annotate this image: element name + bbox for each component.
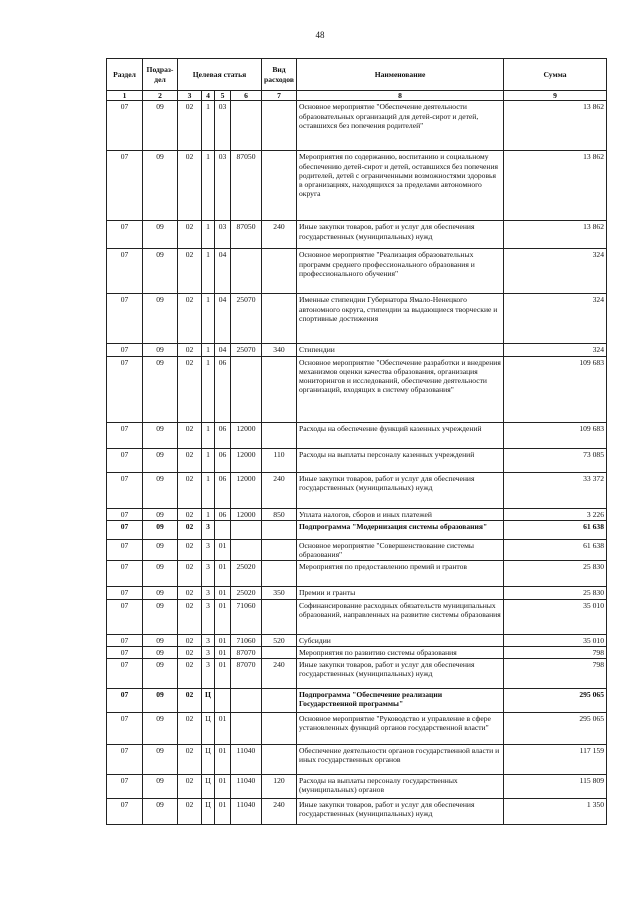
podrazdel-cell: 09 [143, 249, 178, 294]
direction-code-cell: 87050 [231, 151, 262, 221]
direction-code-cell: 12000 [231, 448, 262, 472]
event-code-cell: 06 [215, 508, 231, 520]
razdel-cell: 07 [107, 634, 143, 646]
program-code-cell: 02 [178, 713, 202, 745]
podrazdel-cell: 09 [143, 520, 178, 539]
direction-code-cell: 25070 [231, 344, 262, 356]
table-row [107, 561, 607, 587]
direction-code-cell: 25020 [231, 587, 262, 599]
podrazdel-cell: 09 [143, 561, 178, 587]
table-row [107, 249, 607, 294]
table-body [107, 101, 607, 825]
razdel-cell: 07 [107, 775, 143, 799]
razdel-cell: 07 [107, 539, 143, 561]
podrazdel-cell: 09 [143, 713, 178, 745]
expense-type-cell: 240 [262, 472, 297, 508]
program-code-cell: 02 [178, 508, 202, 520]
item-name-cell: Иные закупки товаров, работ и услуг для обеспечения государственных (муниципальных) нужд [297, 659, 504, 689]
column-number: 5 [215, 91, 231, 101]
item-name-cell: Подпрограмма "Модернизация системы образования" [297, 520, 504, 539]
program-code-cell: 02 [178, 561, 202, 587]
amount-cell: 798 [504, 659, 607, 689]
podrazdel-cell: 09 [143, 689, 178, 713]
direction-code-cell [231, 713, 262, 745]
program-code-cell: 02 [178, 249, 202, 294]
event-code-cell [215, 689, 231, 713]
subprogram-code-cell: Ц [202, 799, 215, 825]
program-code-cell: 02 [178, 599, 202, 634]
event-code-cell: 01 [215, 599, 231, 634]
page-number: 48 [315, 30, 325, 40]
event-code-cell: 03 [215, 221, 231, 249]
expense-type-cell [262, 539, 297, 561]
direction-code-cell [231, 101, 262, 151]
podrazdel-cell: 09 [143, 344, 178, 356]
amount-cell: 109 683 [504, 422, 607, 448]
razdel-cell: 07 [107, 294, 143, 344]
direction-code-cell: 11040 [231, 745, 262, 775]
table-row [107, 151, 607, 221]
direction-code-cell: 12000 [231, 472, 262, 508]
program-code-cell: 02 [178, 356, 202, 422]
direction-code-cell [231, 689, 262, 713]
direction-code-cell: 71060 [231, 634, 262, 646]
header-razdel: Раздел [107, 59, 143, 91]
razdel-cell: 07 [107, 561, 143, 587]
table-row [107, 221, 607, 249]
expense-type-cell [262, 101, 297, 151]
razdel-cell: 07 [107, 745, 143, 775]
program-code-cell: 02 [178, 587, 202, 599]
event-code-cell: 04 [215, 344, 231, 356]
table-header-row [107, 59, 607, 91]
event-code-cell [215, 520, 231, 539]
amount-cell: 1 350 [504, 799, 607, 825]
subprogram-code-cell: 3 [202, 587, 215, 599]
item-name-cell: Мероприятия по предоставлению премий и грантов [297, 561, 504, 587]
direction-code-cell [231, 356, 262, 422]
program-code-cell: 02 [178, 659, 202, 689]
program-code-cell: 02 [178, 775, 202, 799]
item-name-cell: Основное мероприятие "Обеспечение деятельности образовательных организаций для детей-сирот и детей, оставшихся без попечения родителей" [297, 101, 504, 151]
direction-code-cell: 11040 [231, 775, 262, 799]
program-code-cell: 02 [178, 520, 202, 539]
podrazdel-cell: 09 [143, 539, 178, 561]
direction-code-cell: 87070 [231, 659, 262, 689]
expense-type-cell [262, 294, 297, 344]
expense-type-cell [262, 646, 297, 658]
table-row [107, 587, 607, 599]
razdel-cell: 07 [107, 799, 143, 825]
expense-type-cell [262, 356, 297, 422]
subprogram-code-cell: 1 [202, 472, 215, 508]
amount-cell: 798 [504, 646, 607, 658]
item-name-cell: Расходы на выплаты персоналу государственных (муниципальных) органов [297, 775, 504, 799]
event-code-cell: 06 [215, 472, 231, 508]
expense-type-cell: 520 [262, 634, 297, 646]
column-number: 6 [231, 91, 262, 101]
table-row [107, 689, 607, 713]
program-code-cell: 02 [178, 422, 202, 448]
event-code-cell: 01 [215, 799, 231, 825]
table-row [107, 344, 607, 356]
item-name-cell: Расходы на выплаты персоналу казенных учреждений [297, 448, 504, 472]
table-row [107, 646, 607, 658]
program-code-cell: 02 [178, 646, 202, 658]
event-code-cell: 06 [215, 422, 231, 448]
podrazdel-cell: 09 [143, 221, 178, 249]
column-number-row [107, 91, 607, 101]
event-code-cell: 06 [215, 448, 231, 472]
expense-type-cell: 240 [262, 221, 297, 249]
event-code-cell: 06 [215, 356, 231, 422]
event-code-cell: 01 [215, 775, 231, 799]
amount-cell: 61 638 [504, 520, 607, 539]
item-name-cell: Основное мероприятие "Совершенствование системы образования" [297, 539, 504, 561]
razdel-cell: 07 [107, 659, 143, 689]
amount-cell: 13 862 [504, 101, 607, 151]
item-name-cell: Основное мероприятие "Реализация образовательных программ среднего профессионального образования и профессионального обучения" [297, 249, 504, 294]
subprogram-code-cell: Ц [202, 745, 215, 775]
amount-cell: 324 [504, 294, 607, 344]
item-name-cell: Расходы на обеспечение функций казенных учреждений [297, 422, 504, 448]
subprogram-code-cell: 1 [202, 508, 215, 520]
event-code-cell: 01 [215, 587, 231, 599]
podrazdel-cell: 09 [143, 472, 178, 508]
amount-cell: 35 010 [504, 634, 607, 646]
subprogram-code-cell: 1 [202, 356, 215, 422]
amount-cell: 3 226 [504, 508, 607, 520]
direction-code-cell: 71060 [231, 599, 262, 634]
podrazdel-cell: 09 [143, 356, 178, 422]
table-row [107, 713, 607, 745]
subprogram-code-cell: 3 [202, 646, 215, 658]
razdel-cell: 07 [107, 520, 143, 539]
header-tselevaya: Целевая статья [178, 59, 262, 91]
subprogram-code-cell: Ц [202, 775, 215, 799]
amount-cell: 13 862 [504, 151, 607, 221]
item-name-cell: Уплата налогов, сборов и иных платежей [297, 508, 504, 520]
event-code-cell: 01 [215, 539, 231, 561]
subprogram-code-cell: 3 [202, 520, 215, 539]
table-row [107, 294, 607, 344]
razdel-cell: 07 [107, 587, 143, 599]
expense-type-cell [262, 520, 297, 539]
header-name: Наименование [297, 59, 504, 91]
subprogram-code-cell: Ц [202, 689, 215, 713]
table-row [107, 745, 607, 775]
program-code-cell: 02 [178, 689, 202, 713]
program-code-cell: 02 [178, 294, 202, 344]
program-code-cell: 02 [178, 101, 202, 151]
table-row [107, 448, 607, 472]
table-row [107, 101, 607, 151]
program-code-cell: 02 [178, 745, 202, 775]
expense-type-cell: 340 [262, 344, 297, 356]
program-code-cell: 02 [178, 472, 202, 508]
podrazdel-cell: 09 [143, 775, 178, 799]
subprogram-code-cell: 1 [202, 101, 215, 151]
podrazdel-cell: 09 [143, 151, 178, 221]
razdel-cell: 07 [107, 472, 143, 508]
table-row [107, 472, 607, 508]
item-name-cell: Субсидии [297, 634, 504, 646]
program-code-cell: 02 [178, 344, 202, 356]
podrazdel-cell: 09 [143, 508, 178, 520]
amount-cell: 324 [504, 249, 607, 294]
table-row [107, 634, 607, 646]
podrazdel-cell: 09 [143, 422, 178, 448]
direction-code-cell: 87070 [231, 646, 262, 658]
direction-code-cell: 87050 [231, 221, 262, 249]
direction-code-cell: 12000 [231, 508, 262, 520]
table-row [107, 508, 607, 520]
expense-type-cell: 240 [262, 659, 297, 689]
podrazdel-cell: 09 [143, 659, 178, 689]
amount-cell: 25 830 [504, 587, 607, 599]
item-name-cell: Иные закупки товаров, работ и услуг для обеспечения государственных (муниципальных) нужд [297, 221, 504, 249]
item-name-cell: Именные стипендии Губернатора Ямало-Ненецкого автономного округа, стипендии за выдающиеся творческие и спортивные достижения [297, 294, 504, 344]
amount-cell: 109 683 [504, 356, 607, 422]
table-row [107, 599, 607, 634]
program-code-cell: 02 [178, 539, 202, 561]
subprogram-code-cell: Ц [202, 713, 215, 745]
header-vid: Вид расходов [262, 59, 297, 91]
program-code-cell: 02 [178, 448, 202, 472]
razdel-cell: 07 [107, 221, 143, 249]
event-code-cell: 01 [215, 713, 231, 745]
subprogram-code-cell: 3 [202, 539, 215, 561]
subprogram-code-cell: 1 [202, 249, 215, 294]
razdel-cell: 07 [107, 508, 143, 520]
program-code-cell: 02 [178, 799, 202, 825]
subprogram-code-cell: 3 [202, 599, 215, 634]
column-number: 7 [262, 91, 297, 101]
amount-cell: 13 862 [504, 221, 607, 249]
amount-cell: 115 809 [504, 775, 607, 799]
amount-cell: 33 372 [504, 472, 607, 508]
item-name-cell: Иные закупки товаров, работ и услуг для обеспечения государственных (муниципальных) нужд [297, 472, 504, 508]
amount-cell: 25 830 [504, 561, 607, 587]
header-podrazdel: Подраз-дел [143, 59, 178, 91]
program-code-cell: 02 [178, 634, 202, 646]
header-sum: Сумма [504, 59, 607, 91]
amount-cell: 295 065 [504, 713, 607, 745]
razdel-cell: 07 [107, 646, 143, 658]
amount-cell: 61 638 [504, 539, 607, 561]
podrazdel-cell: 09 [143, 646, 178, 658]
expense-type-cell [262, 561, 297, 587]
razdel-cell: 07 [107, 356, 143, 422]
expense-type-cell: 350 [262, 587, 297, 599]
subprogram-code-cell: 1 [202, 294, 215, 344]
podrazdel-cell: 09 [143, 587, 178, 599]
razdel-cell: 07 [107, 344, 143, 356]
subprogram-code-cell: 1 [202, 422, 215, 448]
podrazdel-cell: 09 [143, 634, 178, 646]
expense-type-cell [262, 689, 297, 713]
razdel-cell: 07 [107, 101, 143, 151]
subprogram-code-cell: 1 [202, 448, 215, 472]
expense-type-cell: 240 [262, 799, 297, 825]
event-code-cell: 01 [215, 646, 231, 658]
event-code-cell: 01 [215, 659, 231, 689]
podrazdel-cell: 09 [143, 294, 178, 344]
column-number: 2 [143, 91, 178, 101]
amount-cell: 73 085 [504, 448, 607, 472]
subprogram-code-cell: 3 [202, 634, 215, 646]
table-row [107, 422, 607, 448]
item-name-cell: Подпрограмма "Обеспечение реализации Государственной программы" [297, 689, 504, 713]
item-name-cell: Мероприятия по содержанию, воспитанию и социальному обеспечению детей-сирот и детей, оставшихся без попечения родителей, детей с ограниченными возможностями здоровья в организациях, находящихся за пределами автономного округа [297, 151, 504, 221]
expense-type-cell [262, 249, 297, 294]
podrazdel-cell: 09 [143, 101, 178, 151]
table-row [107, 539, 607, 561]
table-row [107, 799, 607, 825]
direction-code-cell: 25070 [231, 294, 262, 344]
item-name-cell: Софинансирование расходных обязательств муниципальных образований, направленных на развитие системы образования [297, 599, 504, 634]
subprogram-code-cell: 1 [202, 344, 215, 356]
razdel-cell: 07 [107, 422, 143, 448]
subprogram-code-cell: 1 [202, 221, 215, 249]
column-number: 1 [107, 91, 143, 101]
direction-code-cell [231, 539, 262, 561]
expense-type-cell: 850 [262, 508, 297, 520]
expense-type-cell [262, 745, 297, 775]
amount-cell: 295 065 [504, 689, 607, 713]
podrazdel-cell: 09 [143, 745, 178, 775]
podrazdel-cell: 09 [143, 599, 178, 634]
amount-cell: 324 [504, 344, 607, 356]
razdel-cell: 07 [107, 713, 143, 745]
podrazdel-cell: 09 [143, 448, 178, 472]
item-name-cell: Мероприятия по развитию системы образования [297, 646, 504, 658]
item-name-cell: Основное мероприятие "Руководство и управление в сфере установленных функций органов государственной власти" [297, 713, 504, 745]
subprogram-code-cell: 1 [202, 151, 215, 221]
item-name-cell: Иные закупки товаров, работ и услуг для обеспечения государственных (муниципальных) нужд [297, 799, 504, 825]
direction-code-cell: 12000 [231, 422, 262, 448]
razdel-cell: 07 [107, 249, 143, 294]
table-row [107, 356, 607, 422]
table-row [107, 659, 607, 689]
expense-type-cell: 110 [262, 448, 297, 472]
column-number: 9 [504, 91, 607, 101]
expense-type-cell [262, 599, 297, 634]
event-code-cell: 01 [215, 561, 231, 587]
direction-code-cell [231, 249, 262, 294]
event-code-cell: 04 [215, 249, 231, 294]
column-number: 3 [178, 91, 202, 101]
amount-cell: 35 010 [504, 599, 607, 634]
razdel-cell: 07 [107, 151, 143, 221]
expense-type-cell [262, 422, 297, 448]
expense-type-cell [262, 713, 297, 745]
subprogram-code-cell: 3 [202, 561, 215, 587]
direction-code-cell [231, 520, 262, 539]
table-row [107, 520, 607, 539]
event-code-cell: 03 [215, 101, 231, 151]
podrazdel-cell: 09 [143, 799, 178, 825]
amount-cell: 117 159 [504, 745, 607, 775]
event-code-cell: 01 [215, 745, 231, 775]
budget-table [106, 58, 607, 825]
expense-type-cell: 120 [262, 775, 297, 799]
item-name-cell: Основное мероприятие "Обеспечение разработки и внедрения механизмов оценки качества образования, организация мониторингов и исследований, обеспечение деятельности организаций, входящих в систему образования" [297, 356, 504, 422]
program-code-cell: 02 [178, 221, 202, 249]
item-name-cell: Стипендии [297, 344, 504, 356]
item-name-cell: Премии и гранты [297, 587, 504, 599]
direction-code-cell: 11040 [231, 799, 262, 825]
subprogram-code-cell: 3 [202, 659, 215, 689]
item-name-cell: Обеспечение деятельности органов государственной власти и иных государственных органов [297, 745, 504, 775]
expense-type-cell [262, 151, 297, 221]
column-number: 4 [202, 91, 215, 101]
column-number: 8 [297, 91, 504, 101]
razdel-cell: 07 [107, 599, 143, 634]
table-row [107, 775, 607, 799]
razdel-cell: 07 [107, 448, 143, 472]
razdel-cell: 07 [107, 689, 143, 713]
event-code-cell: 01 [215, 634, 231, 646]
event-code-cell: 03 [215, 151, 231, 221]
event-code-cell: 04 [215, 294, 231, 344]
direction-code-cell: 25020 [231, 561, 262, 587]
program-code-cell: 02 [178, 151, 202, 221]
